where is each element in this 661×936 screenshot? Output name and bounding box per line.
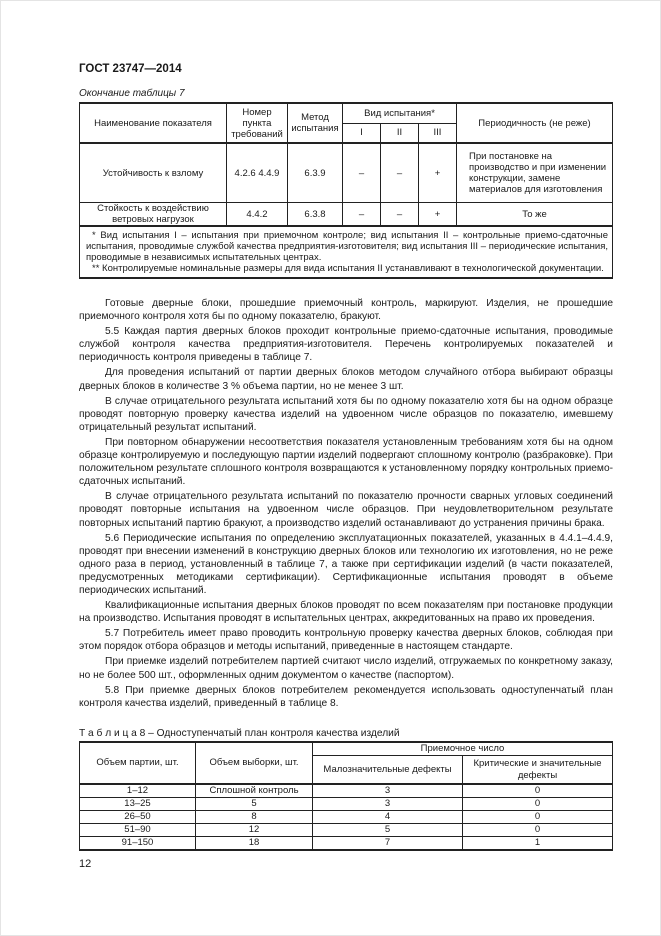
table7-cell-name: Устойчивость к взлому — [80, 143, 227, 203]
table8-cell-lot: 1–12 — [80, 784, 196, 798]
table7-header-test-I: I — [343, 123, 381, 143]
table7-header-row — [80, 103, 613, 123]
table8-cell-lot: 26–50 — [80, 811, 196, 824]
table7-header-test-III: III — [419, 123, 457, 143]
table7-footnote-1: * Вид испытания I – испытания при приемочном контроле; вид испытания II – контрольные приемо-сдаточные испытания, проводимые службой качества предприятия-изготовителя; вид испытания III – периодические испытания, проводимые в независимых испытательных центрах. — [86, 230, 608, 263]
paragraph: 5.7 Потребитель имеет право проводить контрольную проверку качества дверных блоков, соблюдая при этом порядок отбора образцов и методы испытаний, приведенные в настоящем стандарте. — [79, 628, 613, 653]
table8-cell-lot: 51–90 — [80, 824, 196, 837]
paragraph: Квалификационные испытания дверных блоков проводят по всем показателям при постановке продукции на производство. Испытания проводят в испытательных центрах, аккредитованных на право их проведения. — [79, 600, 613, 625]
paragraph: 5.8 При приемке дверных блоков потребителем рекомендуется использовать одноступенчатый план контроля качества изделий, приведенный в таблице 8. — [79, 684, 613, 709]
table7-cell-item-number: 4.4.2 — [227, 203, 288, 227]
table7-cell-item-number: 4.2.6 4.4.9 — [227, 143, 288, 203]
table7-cell-method: 6.3.9 — [288, 143, 343, 203]
paragraph: В случае отрицательного результата испытаний по показателю прочности сварных угловых соединений проводят повторные испытания на удвоенном числе образцов. При неудовлетворительном результате повторных испытаний партию бракуют, а производство изделий останавливают до устранения причины брака. — [79, 491, 613, 529]
table7-notes — [80, 226, 613, 278]
table-row — [80, 837, 613, 851]
table7-header-test-type: Вид испытания* — [343, 103, 457, 123]
table7-header-item-number: Номер пункта требований — [227, 103, 288, 143]
table7-cell-periodicity: То же — [457, 203, 613, 227]
table8-cell-sample: 12 — [196, 824, 313, 837]
table8-header-sample-size: Объем выборки, шт. — [196, 742, 313, 784]
table-row — [80, 203, 613, 227]
table-row — [80, 784, 613, 798]
body-text — [79, 297, 613, 712]
table7-cell-name: Стойкость к воздействию ветровых нагрузок — [80, 203, 227, 227]
paragraph: 5.6 Периодические испытания по определению эксплуатационных показателей, указанных в 4.4.1–4.4.9, проводят при внесении изменений в конструкцию дверных блоков или технологию их изготовления, но не реже одного раза в период, установленный в таблице 7, а также при сертификации изделий (в части показателей, предусмотренных методиками сертификации). Сертификационные испытания проводят в объеме периодических испытаний. — [79, 532, 613, 596]
table8-header-lot-size: Объем партии, шт. — [80, 742, 196, 784]
table8-cell-sample: Сплошной контроль — [196, 784, 313, 798]
table-row — [80, 143, 613, 203]
table8-header-minor: Малозначительные дефекты — [313, 756, 463, 784]
document-title: ГОСТ 23747—2014 — [79, 63, 182, 75]
paragraph: 5.5 Каждая партия дверных блоков проходит контрольные приемо-сдаточные испытания, проводимые службой контроля качества предприятия-изготовителя. Перечень контролируемых показателей и периодичность контроля приведены в таблице 7. — [79, 326, 613, 364]
paragraph: В случае отрицательного результата испытаний хотя бы по одному показателю хотя бы на одном образце проводят повторную проверку качества изделий на удвоенном числе образцов по показателю, имевшему отрицательный результат испытаний. — [79, 395, 613, 433]
table7-cell-periodicity: При постановке на производство и при изменении конструкции, замене материалов для изготовления — [457, 143, 613, 203]
table8-cell-critical: 0 — [463, 811, 613, 824]
page-number: 12 — [79, 858, 92, 870]
table8-cell-minor: 5 — [313, 824, 463, 837]
table8-cell-critical: 0 — [463, 824, 613, 837]
table8-cell-minor: 7 — [313, 837, 463, 851]
table7-cell-test-II: – — [381, 143, 419, 203]
table8-cell-critical: 1 — [463, 837, 613, 851]
table7-header-name: Наименование показателя — [80, 103, 227, 143]
table8-cell-minor: 3 — [313, 784, 463, 798]
table8-cell-sample: 18 — [196, 837, 313, 851]
table8-cell-sample: 5 — [196, 798, 313, 811]
table7-cell-test-III: + — [419, 203, 457, 227]
table8-cell-critical: 0 — [463, 784, 613, 798]
table7-footnote-2: ** Контролируемые номинальные размеры для вида испытания II устанавливают в технологической документации. — [92, 263, 604, 274]
table7-cell-test-I: – — [343, 143, 381, 203]
table7-header-periodicity: Периодичность (не реже) — [457, 103, 613, 143]
table8-caption: Т а б л и ц а 8 – Одноступенчатый план контроля качества изделий — [79, 728, 400, 739]
paragraph: Готовые дверные блоки, прошедшие приемочный контроль, маркируют. Изделия, не прошедшие приемочного контроля хотя бы по одному показателю, бракуют. — [79, 298, 613, 323]
table8-header-row — [80, 742, 613, 756]
table-row — [80, 798, 613, 811]
table8-cell-lot: 91–150 — [80, 837, 196, 851]
table8-cell-lot: 13–25 — [80, 798, 196, 811]
table7-cell-method: 6.3.8 — [288, 203, 343, 227]
table8-cell-sample: 8 — [196, 811, 313, 824]
table7-header-test-II: II — [381, 123, 419, 143]
table7-cell-test-I: – — [343, 203, 381, 227]
table7-notes-row — [80, 226, 613, 278]
table-row — [80, 824, 613, 837]
table8-header-acceptance-number: Приемочное число — [313, 742, 613, 756]
table8 — [79, 741, 613, 851]
table8-header-critical: Критические и значительные дефекты — [463, 756, 613, 784]
table7-cell-test-III: + — [419, 143, 457, 203]
table7-caption: Окончание таблицы 7 — [79, 88, 185, 99]
table8-cell-critical: 0 — [463, 798, 613, 811]
table8-cell-minor: 4 — [313, 811, 463, 824]
paragraph: Для проведения испытаний от партии дверных блоков методом случайного отбора выбирают образцы дверных блоков в количестве 3 % объема партии, но не менее 3 шт. — [79, 367, 613, 392]
paragraph: При повторном обнаружении несоответствия показателя установленным требованиям хотя бы на одном образце контролируемую и последующую партии изделий подвергают сплошному контролю (разбраковке). При положительном результате сплошного контроля возвращаются к установленному порядку контрольных приемо-сдаточных испытаний. — [79, 436, 613, 488]
table8-cell-minor: 3 — [313, 798, 463, 811]
paragraph: При приемке изделий потребителем партией считают число изделий, отгружаемых по конкретному заказу, но не более 500 шт., оформленных одним документом о качестве (паспортом). — [79, 656, 613, 681]
table7-header-method: Метод испытания — [288, 103, 343, 143]
table7-cell-test-II: – — [381, 203, 419, 227]
table7 — [79, 102, 613, 279]
table-row — [80, 811, 613, 824]
